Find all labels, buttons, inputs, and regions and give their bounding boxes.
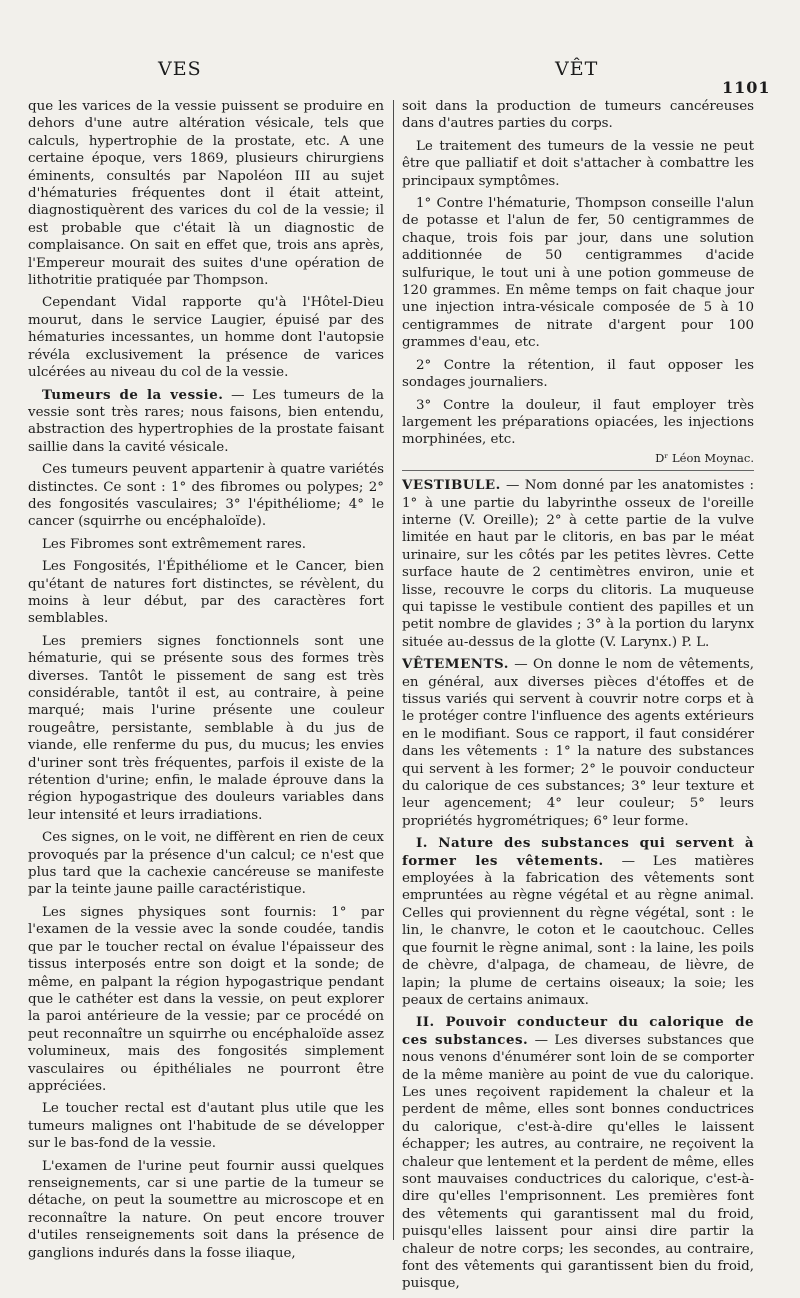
- paragraph: [28, 829, 384, 899]
- entry-heading: VÊTEMENTS.: [402, 656, 509, 673]
- paragraph-text: — Nom donné par les anatomistes : 1° à une partie du labyrinthe osseux de l'oreille interne (V. Oreille); 2° à cette partie de la vulve limitée en haut par le clitoris, en bas par le méat urinaire, sur les côtés par les petites lèvres. Cette surface haute de 2 centimètres environ, unie et lisse, recouvre le corps du clitoris. La muqueuse qui tapisse le vestibule contient des papilles et un petit nombre de glavides ; 3° à la portion du larynx située au-dessus de la glotte (V. Larynx.) P. L.: [402, 478, 754, 650]
- running-head-left: VES: [158, 58, 202, 80]
- paragraph: [402, 477, 754, 651]
- paragraph: [402, 98, 754, 133]
- paragraph-text: Les signes physiques sont fournis: 1° par l'examen de la vessie avec la sonde coudée, tandis que par le toucher rectal on évalue l'épaisseur des tissus interposés entre son doigt et la sonde; de même, en palpant la région hypogastrique pendant que le cathéter est dans la vessie, on peut explorer la paroi antérieure de la vessie; par ce procédé on peut reconnaître un squirrhe ou encéphaloïde assez volumineux, mais des fongosités simplement vasculaires ou épithéliales ne pourront être appréciées.: [28, 904, 384, 1094]
- paragraph-text: Ces tumeurs peuvent appartenir à quatre variétés distinctes. Ce sont : 1° des fibromes ou polypes; 2° des fongosités vasculaires; 3° l'épithéliome; 4° le cancer (squirrhe ou encéphaloïde).: [28, 462, 384, 530]
- paragraph-text: que les varices de la vessie puissent se produire en dehors d'une autre altération vésicale, tels que calculs, hypertrophie de la prostate, etc. A une certaine époque, vers 1869, plusieurs chirurgiens éminents, consultés par Napoléon III au sujet d'hématuries fréquentes dont il était atteint, diagnostiquèrent des varices du col de la vessie; il est probable que c'était là un diagnostic de complaisance. On sait en effet que, trois ans après, l'Empereur mourait des suites d'une opération de lithotritie pratiquée par Thompson.: [28, 99, 384, 289]
- left-column: [28, 98, 384, 1267]
- paragraph-text: Les premiers signes fonctionnels sont une hématurie, qui se présente sous des formes très diverses. Tantôt le pissement de sang est très considérable, tantôt il est, au contraire, à peine marqué; mais l'urine présente une couleur rougeâtre, persistante, semblable à du jus de viande, elle renferme du pus, du mucus; les envies d'uriner sont très fréquentes, parfois il existe de la rétention d'urine; enfin, le malade éprouve dans la région hypogastrique des douleurs variables dans leur intensité et leurs irradiations.: [28, 633, 384, 823]
- paragraph-text: Les Fongosités, l'Épithéliome et le Cancer, bien qu'étant de natures fort distinctes, se révèlent, du moins à leur début, par des caractères fort semblables.: [28, 559, 384, 627]
- paragraph-text: 2° Contre la rétention, il faut opposer les sondages journaliers.: [402, 357, 754, 391]
- paragraph: [28, 1100, 384, 1152]
- paragraph: [402, 835, 754, 1009]
- entry-heading: II. Pouvoir conducteur du calorique de ces substances.: [402, 1014, 754, 1048]
- entry-heading: I. Nature des substances qui servent à former les vêtements.: [402, 835, 754, 869]
- entry-heading: Tumeurs de la vessie.: [42, 386, 224, 403]
- paragraph-text: Ces signes, on le voit, ne diffèrent en rien de ceux provoqués par la présence d'un calcul; ce n'est que plus tard que la cachexie cancéreuse se manifeste par la teinte jaune paille caractéristique.: [28, 830, 384, 898]
- column-divider: [393, 100, 394, 1240]
- paragraph-text: — On donne le nom de vêtements, en général, aux diverses pièces d'étoffes et de tissus variés qui servent à couvrir notre corps et à le protéger contre l'influence des agents extérieurs en le modifiant. Sous ce rapport, il faut considérer dans les vêtements : 1° la nature des substances qui servent à les former; 2° le pouvoir conducteur du calorique de ces substances; 3° leur texture et leur agencement; 4° leur couleur; 5° leurs propriétés hygrométriques; 6° leur forme.: [402, 657, 754, 829]
- paragraph-text: Le traitement des tumeurs de la vessie ne peut être que palliatif et doit s'attacher à combattre les principaux symptômes.: [402, 138, 754, 189]
- paragraph-text: soit dans la production de tumeurs cancéreuses dans d'autres parties du corps.: [402, 99, 754, 132]
- paragraph-text: Le toucher rectal est d'autant plus utile que les tumeurs malignes ont l'habitude de se développer sur le bas-fond de la vessie.: [28, 1101, 384, 1152]
- right-column: [402, 98, 754, 1298]
- paragraph: [28, 633, 384, 824]
- author-signature: Dʳ Léon Moynac.: [655, 450, 754, 465]
- paragraph-text: Les Fibromes sont extrêmement rares.: [42, 536, 307, 552]
- paragraph: [28, 461, 384, 531]
- paragraph: [28, 1158, 384, 1262]
- paragraph: [402, 138, 754, 190]
- paragraph: [28, 98, 384, 289]
- paragraph-text: L'examen de l'urine peut fournir aussi quelques renseignements, car si une partie de la tumeur se détache, on peut la soumettre au microscope et en reconnaître la nature. On peut encore trouver d'utiles renseignements soit dans la présence de ganglions indurés dans la fosse iliaque,: [28, 1158, 384, 1261]
- paragraph-text: 3° Contre la douleur, il faut employer très largement les préparations opiacées, les injections morphinées, etc.: [402, 397, 754, 448]
- paragraph: [28, 536, 384, 553]
- paragraph: [402, 357, 754, 392]
- section-rule: [402, 470, 754, 471]
- running-head-right: VÊT: [555, 58, 599, 80]
- paragraph-text: 1° Contre l'hématurie, Thompson conseille l'alun de potasse et l'alun de fer, 50 centigrammes de chaque, trois fois par jour, dans une solution additionnée de 50 centigrammes d'acide sulfurique, le tout uni à une potion gommeuse de 120 grammes. En même temps on fait chaque jour une injection intra-vésicale composée de 5 à 10 centigrammes de nitrate d'argent pour 100 grammes d'eau, etc.: [402, 196, 754, 351]
- paragraph-text: Cependant Vidal rapporte qu'à l'Hôtel-Dieu mourut, dans le service Laugier, épuisé par des hématuries incessantes, un homme dont l'autopsie révéla exclusivement la présence de varices ulcérées au niveau du col de la vessie.: [28, 295, 384, 381]
- paragraph: [402, 656, 754, 830]
- paragraph: [28, 904, 384, 1095]
- paragraph-text: — Les tumeurs de la vessie sont très rares; nous faisons, bien entendu, abstraction des hypertrophies de la prostate faisant saillie dans la cavité vésicale.: [28, 387, 384, 455]
- page-number: 1101: [722, 78, 771, 97]
- paragraph: [28, 387, 384, 457]
- paragraph: [28, 558, 384, 628]
- paragraph-text: — Les diverses substances que nous venons d'énumérer sont loin de se comporter de la même manière au point de vue du calorique. Les unes reçoivent rapidement la chaleur et la perdent de même, elles sont bonnes conductrices du calorique, c'est-à-dire qu'elles le laissent échapper; les autres, au contraire, ne reçoivent la chaleur que lentement et la perdent de même, elles sont mauvaises conductrices du calorique, c'est-à-dire qu'elles l'emprisonnent. Les premières font des vêtements qui garantissent mal du froid, puisqu'elles laissent pour ainsi dire partir la chaleur de notre corps; les secondes, au contraire, font des vêtements qui garantissent bien du froid, puisque,: [402, 1032, 754, 1292]
- paragraph-text: — Les matières employées à la fabrication des vêtements sont empruntées au règne végétal et au règne animal. Celles qui proviennent du règne végétal, sont : le lin, le chanvre, le coton et le caoutchouc. Celles que fournit le règne animal, sont : la laine, les poils de chèvre, d'alpaga, de chameau, de lièvre, de lapin; la plume de certains oiseaux; la soie; les peaux de certains animaux.: [402, 853, 754, 1008]
- entry-heading: VESTIBULE.: [402, 477, 501, 494]
- paragraph: [402, 195, 754, 352]
- paragraph: [402, 1014, 754, 1293]
- paragraph: [28, 294, 384, 381]
- paragraph: [402, 397, 754, 449]
